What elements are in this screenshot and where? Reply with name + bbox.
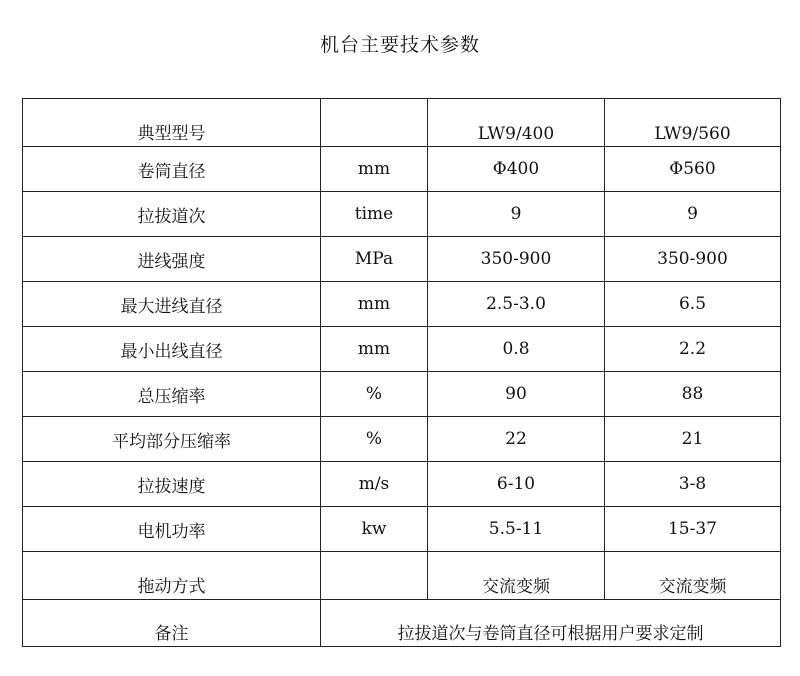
note-text-cell: 拉拔道次与卷筒直径可根据用户要求定制 xyxy=(321,600,781,647)
row-model-b-cell: 交流变频 xyxy=(605,552,781,600)
row-model-b-cell: 88 xyxy=(605,372,781,417)
row-model-b-cell: 6.5 xyxy=(605,282,781,327)
row-name-cell: 卷筒直径 xyxy=(23,147,321,192)
row-unit-cell: mm xyxy=(321,282,428,327)
row-name-cell: 拉拔道次 xyxy=(23,192,321,237)
row-model-a-cell: 0.8 xyxy=(428,327,605,372)
row-model-b-cell: 9 xyxy=(605,192,781,237)
table-row xyxy=(23,552,781,600)
row-unit-cell: mm xyxy=(321,327,428,372)
page-title: 机台主要技术参数 xyxy=(319,34,480,56)
row-unit-cell: MPa xyxy=(321,237,428,282)
row-model-b-cell: 2.2 xyxy=(605,327,781,372)
table-row xyxy=(23,327,781,372)
note-row xyxy=(23,600,781,647)
table-row xyxy=(23,507,781,552)
row-model-b-cell: Φ560 xyxy=(605,147,781,192)
row-model-a-cell: 5.5-11 xyxy=(428,507,605,552)
row-unit-cell: mm xyxy=(321,147,428,192)
row-name-cell: 进线强度 xyxy=(23,237,321,282)
row-model-a-cell: 交流变频 xyxy=(428,552,605,600)
row-unit-cell: m/s xyxy=(321,462,428,507)
row-model-a-cell: 350-900 xyxy=(428,237,605,282)
row-model-a-cell: 6-10 xyxy=(428,462,605,507)
row-model-a-cell: 9 xyxy=(428,192,605,237)
row-model-a-cell: 90 xyxy=(428,372,605,417)
header-unit-cell xyxy=(321,99,428,147)
row-name-cell: 最大进线直径 xyxy=(23,282,321,327)
table-row xyxy=(23,282,781,327)
row-unit-cell: time xyxy=(321,192,428,237)
row-unit-cell xyxy=(321,552,428,600)
row-model-b-cell: 3-8 xyxy=(605,462,781,507)
row-model-b-cell: 21 xyxy=(605,417,781,462)
row-name-cell: 拖动方式 xyxy=(23,552,321,600)
header-model-a-cell: LW9/400 xyxy=(428,99,605,147)
row-name-cell: 拉拔速度 xyxy=(23,462,321,507)
row-model-b-cell: 350-900 xyxy=(605,237,781,282)
table-row xyxy=(23,237,781,282)
header-model-b-cell: LW9/560 xyxy=(605,99,781,147)
table-row xyxy=(23,372,781,417)
row-model-a-cell: Φ400 xyxy=(428,147,605,192)
row-name-cell: 电机功率 xyxy=(23,507,321,552)
row-name-cell: 最小出线直径 xyxy=(23,327,321,372)
row-model-a-cell: 22 xyxy=(428,417,605,462)
row-name-cell: 总压缩率 xyxy=(23,372,321,417)
header-name-cell: 典型型号 xyxy=(23,99,321,147)
table-row xyxy=(23,417,781,462)
table-row xyxy=(23,147,781,192)
row-unit-cell: kw xyxy=(321,507,428,552)
row-unit-cell: % xyxy=(321,417,428,462)
table-header-row xyxy=(23,99,781,147)
row-unit-cell: % xyxy=(321,372,428,417)
spec-table xyxy=(22,98,781,647)
row-model-a-cell: 2.5-3.0 xyxy=(428,282,605,327)
table-row xyxy=(23,192,781,237)
note-label-cell: 备注 xyxy=(23,600,321,647)
table-row xyxy=(23,462,781,507)
row-name-cell: 平均部分压缩率 xyxy=(23,417,321,462)
row-model-b-cell: 15-37 xyxy=(605,507,781,552)
